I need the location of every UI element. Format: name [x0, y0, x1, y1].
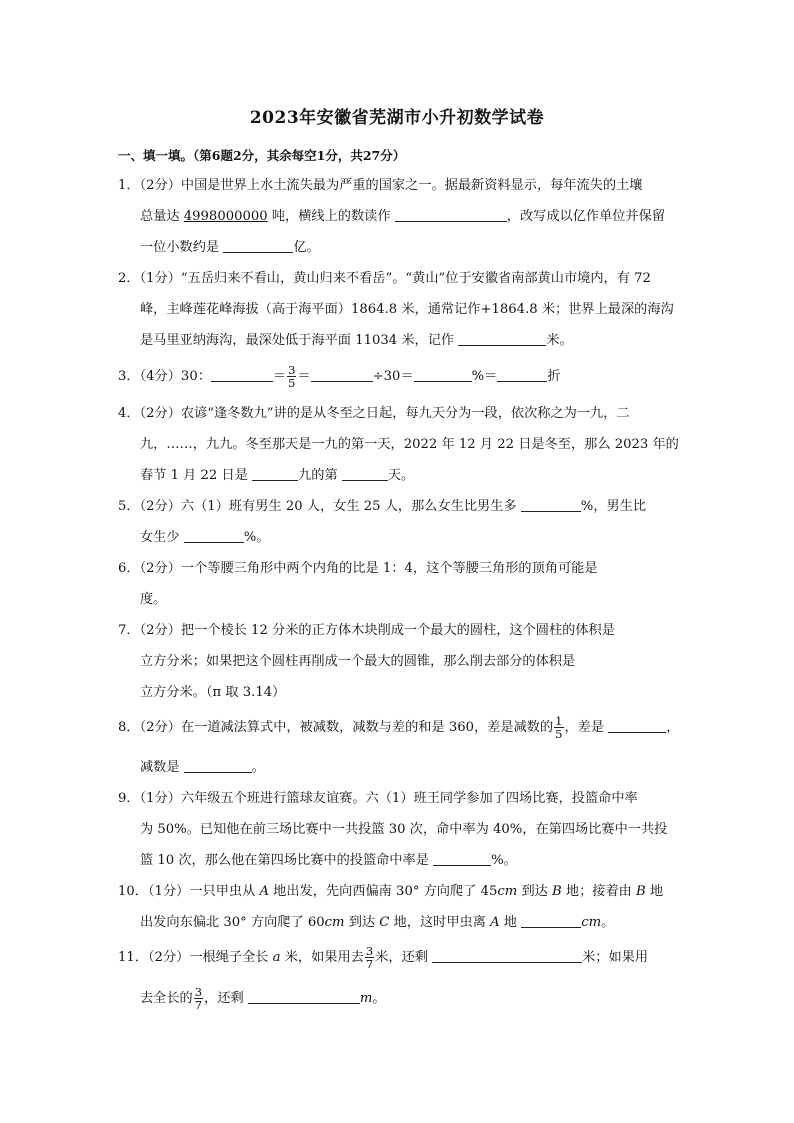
q8-line1 [118, 714, 679, 742]
q10-text: 地 [645, 884, 664, 899]
q11-fraction-den: 7 [194, 998, 203, 1012]
q1-number: 4998000000 [183, 209, 268, 224]
q5-answer-blank[interactable] [521, 498, 581, 512]
q3-fraction-den: 5 [288, 376, 296, 390]
q3-text: 3．（4分）30： [118, 369, 211, 384]
q10-var: B [636, 884, 646, 899]
q1-line2 [140, 208, 665, 226]
q9-line2: 为 50%。已知他在前三场比赛中一共投篮 30 次，命中率为 40%，在第四场比赛中一共投 [140, 822, 668, 837]
q10-text: 10．（1分）一只甲虫从 [118, 884, 260, 899]
q7-line3: 立方分米。（π 取 3.14） [140, 685, 286, 700]
q10-text: 地出发，先向西偏南 30° 方向爬了 45 [268, 884, 498, 899]
q8-text: 减数是 [140, 760, 180, 775]
q11-line1 [118, 944, 648, 972]
q1-text: ，改写成以亿作单位并保留 [506, 209, 666, 224]
q8-answer-blank[interactable] [608, 719, 666, 733]
q9-text: %。 [491, 853, 517, 868]
q11-fraction-den: 7 [365, 957, 374, 971]
q10-var: C [379, 915, 390, 930]
q10-text: 到达 [517, 884, 553, 899]
q3-answer-blank[interactable] [211, 368, 273, 382]
q11-text: ，还剩 [204, 991, 244, 1006]
q3-text: ÷30＝ [372, 369, 414, 384]
q11-text: 。 [372, 991, 386, 1006]
q10-text: 地 [499, 915, 517, 930]
q8-fraction-den: 5 [555, 727, 563, 741]
q9-line3 [140, 852, 517, 870]
q11-answer-blank[interactable] [432, 949, 582, 963]
q3-text: ＝ [272, 369, 287, 384]
q11-fraction [365, 945, 374, 970]
q10-text: 地，这时甲虫离 [389, 915, 491, 930]
q10-text: 到达 [344, 915, 380, 930]
q11-line2 [140, 985, 386, 1013]
q8-text: 8．（2分）在一道减法算式中，被减数，减数与差的和是 360，差是减数的 [118, 720, 554, 735]
q10-text: 。 [601, 915, 615, 930]
q10-unit: cm [497, 884, 518, 899]
q4-line1: 4．（2分）农谚“逢冬数九”讲的是从冬至之日起，每九天分为一段，依次称之为一九，二 [118, 406, 630, 421]
q8-fraction-num: 1 [555, 714, 563, 728]
q5-text: %。 [243, 530, 270, 545]
q5-answer-blank[interactable] [184, 529, 244, 543]
q3-text: %＝ [471, 369, 498, 384]
q8-fraction [554, 715, 563, 740]
q10-text: 出发向东偏北 30° 方向爬了 60 [140, 915, 325, 930]
q1-text: 一位小数约是 [140, 240, 220, 255]
q11-fraction [194, 986, 203, 1011]
q4-answer-blank[interactable] [342, 467, 388, 481]
q3-answer-blank[interactable] [497, 368, 547, 382]
q11-fraction-num: 3 [365, 944, 374, 958]
q9-text: 篮 10 次，那么他在第四场比赛中的投篮命中率是 [140, 853, 429, 868]
q5-line2 [140, 529, 269, 547]
q11-unit: m [359, 991, 373, 1006]
q6-line1: 6．（2分）一个等腰三角形中两个内角的比是 1：4，这个等腰三角形的顶角可能是 [118, 561, 598, 576]
page-title: 2023年安徽省芜湖市小升初数学试卷 [249, 108, 545, 128]
q3-line [118, 364, 561, 390]
q1-text: 吨，横线上的数读作 [267, 209, 391, 224]
q3-text: 折 [547, 369, 561, 384]
q8-answer-blank[interactable] [184, 759, 252, 773]
q11-text: 11．（2分）一根绳子全长 [118, 950, 273, 965]
q3-fraction-num: 3 [288, 363, 296, 377]
q5-text: 女生少 [140, 530, 180, 545]
q10-var: A [259, 884, 269, 899]
q10-text: 地；接着由 [561, 884, 637, 899]
q4-line3 [140, 467, 414, 485]
q7-line2: 立方分米；如果把这个圆柱再削成一个最大的圆锥，那么削去部分的体积是 [140, 654, 576, 669]
q1-answer-blank[interactable] [395, 208, 507, 222]
q8-line2 [140, 759, 265, 777]
q1-text: 亿。 [293, 240, 320, 255]
q11-text: 米，还剩 [375, 950, 428, 965]
q7-line1: 7．（2分）把一个棱长 12 分米的正方体木块削成一个最大的圆柱，这个圆柱的体积是 [118, 623, 615, 638]
q10-unit: cm [324, 915, 345, 930]
q3-answer-blank[interactable] [311, 368, 373, 382]
q3-fraction [287, 364, 296, 389]
q10-unit: cm [581, 915, 602, 930]
q11-fraction-num: 3 [194, 985, 203, 999]
q11-text: 米；如果用 [582, 950, 649, 965]
q9-line1: 9．（1分）六年级五个班进行篮球友谊赛。六（1）班王同学参加了四场比赛，投篮命中率 [118, 791, 638, 806]
q2-text: 米。 [546, 333, 573, 348]
q1-line1: 1．（2分）中国是世界上水土流失最为严重的国家之一。据最新资料显示，每年流失的土壤 [118, 178, 643, 193]
q1-answer-blank[interactable] [223, 239, 293, 253]
q4-line2: 九，……，九九。冬至那天是一九的第一天，2022 年 12 月 22 日是冬至，那么 2023 年的 [140, 437, 679, 452]
q8-text: ，差是 [564, 720, 605, 735]
q1-line3 [140, 239, 320, 257]
q5-text: 5．（2分）六（1）班有男生 20 人，女生 25 人，那么女生比男生多 [118, 499, 517, 514]
q3-text: ＝ [297, 369, 311, 384]
q2-line1: 2．（1分）“五岳归来不看山，黄山归来不看岳”。“黄山”位于安徽省南部黄山市境内，有 72 [118, 271, 651, 286]
q10-var: A [490, 915, 500, 930]
q8-text: ， [666, 720, 680, 735]
q2-line2: 峰，主峰莲花峰海拔（高于海平面）1864.8 米，通常记作+1864.8 米；世界上最深的海沟 [140, 302, 674, 317]
q10-answer-blank[interactable] [521, 914, 581, 928]
q11-answer-blank[interactable] [248, 990, 360, 1004]
q1-text: 总量达 [140, 209, 184, 224]
q6-line2: 度。 [140, 592, 167, 607]
q11-var: a [272, 950, 281, 965]
q9-answer-blank[interactable] [433, 852, 491, 866]
q4-text: 九的第 [298, 468, 338, 483]
q4-text: 春节 1 月 22 日是 [140, 468, 248, 483]
q2-text: 是马里亚纳海沟，最深处低于海平面 11034 米，记作 [140, 333, 455, 348]
q5-line1 [118, 498, 646, 516]
q2-line3 [140, 332, 573, 350]
q10-var: B [552, 884, 562, 899]
q11-text: 米，如果用去 [280, 950, 364, 965]
q4-answer-blank[interactable] [252, 467, 298, 481]
q11-text: 去全长的 [140, 991, 193, 1006]
q2-answer-blank[interactable] [458, 332, 546, 346]
q10-line2 [140, 914, 614, 932]
q3-answer-blank[interactable] [414, 368, 472, 382]
section-heading: 一、填一填。（第6题2分，其余每空1分，共27分） [118, 148, 406, 163]
q10-line1 [118, 883, 663, 901]
q8-text: 。 [251, 760, 265, 775]
q5-text: %，男生比 [580, 499, 647, 514]
q4-text: 天。 [387, 468, 415, 483]
